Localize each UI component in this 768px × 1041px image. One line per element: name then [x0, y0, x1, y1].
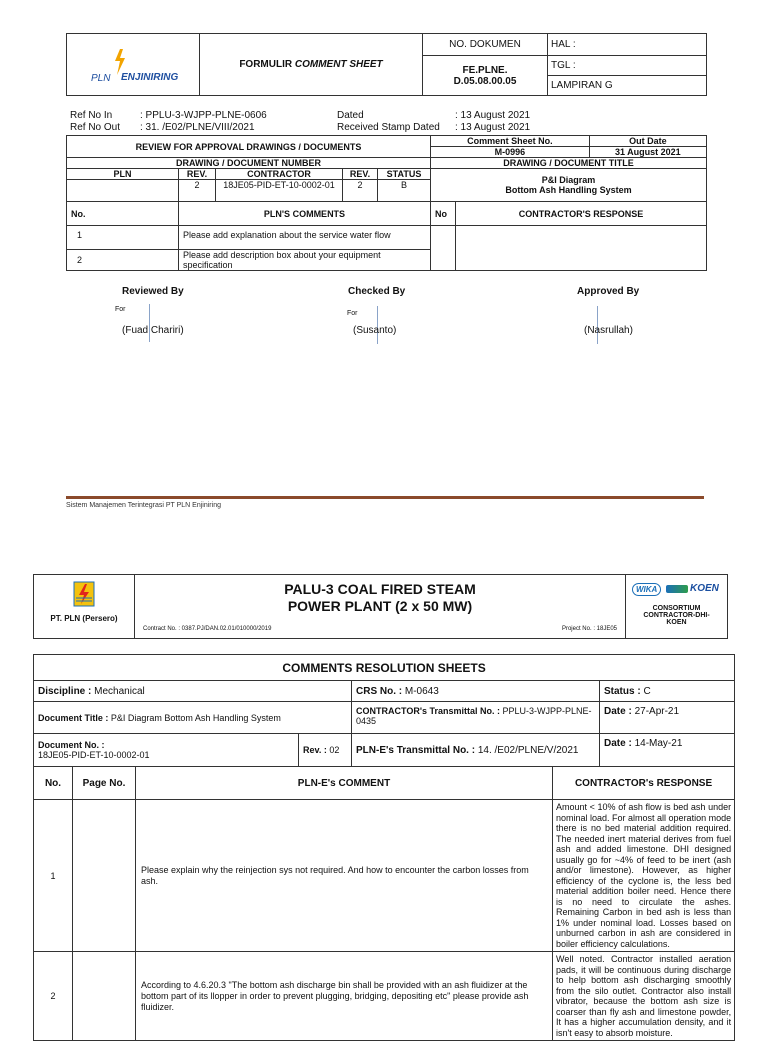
review-table	[66, 135, 707, 271]
out-date-label: Out Date	[589, 136, 706, 147]
col-no: No.	[67, 202, 179, 226]
ref-out-label: Ref No Out	[70, 122, 121, 133]
logo-prefix: PLN	[91, 72, 111, 84]
transmittal-cell	[352, 702, 600, 734]
project-title-line1: PALU-3 COAL FIRED STEAM	[284, 581, 476, 597]
row-status: B	[378, 180, 431, 202]
checked-by-label: Checked By	[348, 286, 406, 297]
out-date-value: 31 August 2021	[589, 147, 706, 158]
col-rev2: REV.	[343, 169, 378, 180]
crs-col-response: CONTRACTOR's RESPONSE	[553, 767, 735, 800]
drawing-title-line2: Bottom Ash Handling System	[505, 185, 632, 195]
plne-transmittal-label: PLN-E's Transmittal No. :	[356, 744, 476, 756]
koen-logo: KOEN	[690, 583, 719, 594]
footer-rule	[66, 496, 704, 499]
col-contractor: CONTRACTOR	[216, 169, 343, 180]
crs-row-1-response: Amount < 10% of ash flow is bed ash under nominal load. For almost all operation mode there is no bed material addition required. The needed inert material derives from fuel ash and added limestone. DHI designed usually go for ~4% of feed to be inert (ash and/or limestone). However, as higher efficiency of the cyclone is, the less bed material addition boiler need. Hence there is no need to circulate the ashes. Remaining Carbon in bed ash is less than 1% under nominal load. Losses based on unburned carbon in ash are considered in boiler efficiency calculations.	[553, 800, 735, 952]
dhi-logo-icon	[666, 585, 688, 593]
dated-label: Dated	[337, 110, 364, 121]
checker-for-label: For	[347, 310, 358, 317]
crs-row-1-comment: Please explain why the reinjection sys not required. And how to encounter the carbon losses from ash.	[136, 800, 553, 952]
no-dokumen-value: FE.PLNE. D.05.08.00.05	[423, 56, 548, 96]
crs-row-1-no: 1	[34, 800, 73, 952]
transmittal-value: PPLU-3-WJPP-PLNE-0435	[356, 706, 592, 726]
status-cell	[600, 681, 735, 702]
crs-no-label: CRS No. :	[356, 685, 403, 697]
table-row	[34, 952, 735, 1041]
plne-transmittal-value: 14. /E02/PLNE/V/2021	[477, 744, 579, 756]
ref-in-label: Ref No In	[70, 110, 113, 121]
crs-col-comment: PLN-E's COMMENT	[136, 767, 553, 800]
crs-row-1-page	[73, 800, 136, 952]
crs-row-2-page	[73, 952, 136, 1041]
doc-no-label: Document No. :	[38, 740, 105, 750]
row-rev2: 2	[343, 180, 378, 202]
tgl-label: TGL :	[548, 56, 707, 76]
lampiran-label: LAMPIRAN G	[548, 76, 707, 96]
consortium-line2: CONTRACTOR-DHI-	[643, 612, 710, 619]
pln-persero-logo-icon	[73, 581, 95, 607]
form-title-italic: COMMENT SHEET	[294, 59, 383, 70]
pln-enjiniring-logo-cell	[67, 34, 200, 96]
review-title: REVIEW FOR APPROVAL DRAWINGS / DOCUMENTS	[67, 136, 431, 158]
drawing-title-label: DRAWING / DOCUMENT TITLE	[431, 158, 707, 169]
comment-2-text: Please add description box about your equipment specification	[179, 250, 431, 271]
doc-no-value: 18JE05-PID-ET-10-0002-01	[38, 750, 150, 760]
checker-name: (Susanto)	[353, 325, 397, 336]
reviewed-by-label: Reviewed By	[122, 286, 184, 297]
status-value: C	[643, 685, 651, 697]
consortium-line3: KOEN	[666, 619, 687, 626]
row-rev: 2	[179, 180, 216, 202]
date2-label: Date :	[604, 738, 632, 749]
comment-2-no: 2	[67, 250, 179, 271]
crs-col-no: No.	[34, 767, 73, 800]
received-label: Received Stamp Dated	[337, 122, 440, 133]
project-no: Project No. : 18JE05	[561, 626, 617, 632]
discipline-value: Mechanical	[94, 685, 145, 697]
contract-no: Contract No. : 0387.PJ/DAN.02.01/010000/2019	[143, 626, 272, 632]
no-dokumen-label: NO. DOKUMEN	[423, 34, 548, 56]
hal-label: HAL :	[548, 34, 707, 56]
ref-out-value: : 31. /E02/PLNE/VIII/2021	[140, 122, 255, 133]
drawing-number-label: DRAWING / DOCUMENT NUMBER	[67, 158, 431, 169]
crs-title: COMMENTS RESOLUTION SHEETS	[34, 655, 735, 681]
reviewer-signature-stroke	[149, 304, 150, 342]
reviewer-for-label: For	[115, 306, 126, 313]
dated-value: : 13 August 2021	[455, 110, 531, 121]
response-cell	[456, 226, 707, 271]
col-contractor-response: CONTRACTOR'S RESPONSE	[456, 202, 707, 226]
col-pln: PLN	[67, 169, 179, 180]
doc-no-cell	[34, 734, 299, 767]
row-pln	[67, 180, 179, 202]
rev-label: Rev. :	[303, 745, 327, 755]
date2-cell	[600, 734, 735, 767]
doc-title-cell	[34, 702, 352, 734]
date1-value: 27-Apr-21	[634, 706, 680, 717]
crs-table	[33, 654, 735, 1041]
project-title-cell	[135, 575, 626, 639]
drawing-title-cell	[431, 169, 707, 202]
crs-header-table	[33, 574, 728, 639]
logo-suffix: ENJINIRING	[121, 71, 179, 83]
comment-1-text: Please add explanation about the service water flow	[179, 226, 431, 250]
doc-title-label: Document Title :	[38, 712, 109, 723]
comment-sheet-value: M-0996	[431, 147, 590, 158]
date1-label: Date :	[604, 706, 632, 717]
col-status: STATUS	[378, 169, 431, 180]
date2-value: 14-May-21	[634, 738, 683, 749]
received-value: : 13 August 2021	[455, 122, 531, 133]
approver-name: (Nasrullah)	[584, 325, 633, 336]
footer-text: Sistem Manajemen Terintegrasi PT PLN Enjiniring	[66, 502, 221, 509]
pln-persero-cell	[34, 575, 135, 639]
project-title-line2: POWER PLANT (2 x 50 MW)	[287, 598, 473, 614]
comment-1-no: 1	[67, 226, 179, 250]
pln-persero-label: PT. PLN (Persero)	[50, 614, 118, 623]
table-row	[34, 800, 735, 952]
response-no-cell	[431, 226, 456, 271]
consortium-logos	[626, 583, 727, 599]
approved-by-label: Approved By	[577, 286, 640, 297]
discipline-cell	[34, 681, 352, 702]
transmittal-label: CONTRACTOR's Transmittal No. :	[356, 706, 500, 716]
consortium-cell	[626, 575, 728, 639]
rev-cell	[299, 734, 352, 767]
reviewer-name: (Fuad Chariri)	[122, 325, 184, 336]
col-no2: No	[431, 202, 456, 226]
col-rev: REV.	[179, 169, 216, 180]
pln-enjiniring-logo	[67, 35, 199, 95]
row-contractor: 18JE05-PID-ET-10-0002-01	[216, 180, 343, 202]
crs-no-cell	[352, 681, 600, 702]
discipline-label: Discipline :	[38, 685, 92, 697]
wika-logo: WIKA	[632, 583, 661, 596]
drawing-title-line1: P&I Diagram	[541, 175, 596, 185]
date1-cell	[600, 702, 735, 734]
form-header-table	[66, 33, 707, 96]
crs-col-page: Page No.	[73, 767, 136, 800]
crs-row-2-no: 2	[34, 952, 73, 1041]
form-title	[200, 34, 423, 96]
crs-row-2-response: Well noted. Contractor installed aeration pads, it will be continuous during discharge to help bottom ash discharging smoothly from the silo outlet. Contractor also install vibrator, because the bottom ash size is coarser than fly ash and limestone powder, It has a higher accumulation density, and it isn't easy to absorb moisture.	[553, 952, 735, 1041]
doc-title-value: P&I Diagram Bottom Ash Handling System	[110, 712, 281, 723]
rev-value: 02	[329, 745, 340, 755]
crs-no-value: M-0643	[404, 685, 439, 697]
ref-in-value: : PPLU-3-WJPP-PLNE-0606	[140, 110, 267, 121]
comment-sheet-label: Comment Sheet No.	[431, 136, 590, 147]
status-label: Status :	[604, 685, 641, 697]
plne-transmittal-cell	[352, 734, 600, 767]
form-title-plain: FORMULIR	[239, 59, 293, 70]
col-pln-comments: PLN'S COMMENTS	[179, 202, 431, 226]
consortium-line1: CONSORTIUM	[652, 605, 701, 612]
crs-row-2-comment: According to 4.6.20.3 "The bottom ash discharge bin shall be provided with an ash fluidizer at the bottom part of its llopper in order to prevent plugging, bridging, depositing etc" please provide ash fluidizer.	[136, 952, 553, 1041]
